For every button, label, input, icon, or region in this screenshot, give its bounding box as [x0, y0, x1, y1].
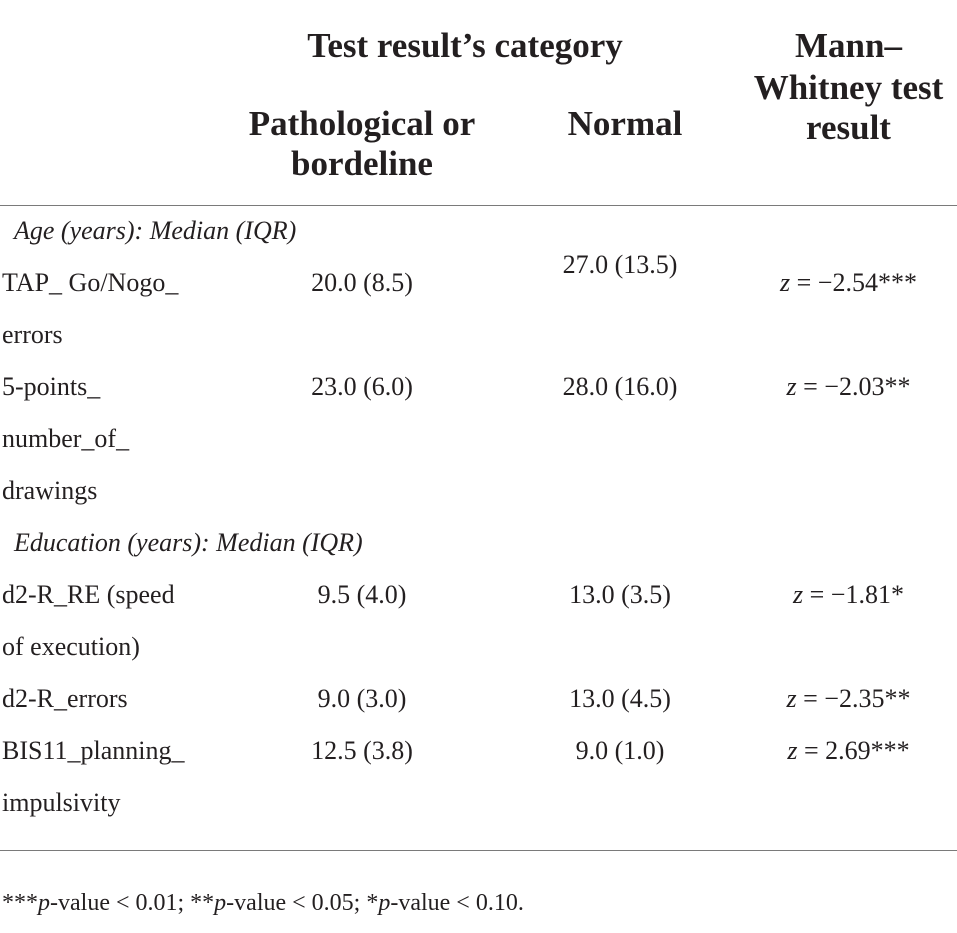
cell-mann-whitney	[740, 736, 957, 766]
row-label-line: 5-points_	[2, 372, 101, 401]
cell-pathological: 20.0 (8.5)	[311, 268, 413, 297]
header-col-pathological-line1: Pathological or	[248, 104, 476, 143]
row-label-line: of execution)	[2, 632, 140, 661]
cell-mann-whitney	[740, 372, 957, 402]
row-label-line: drawings	[2, 476, 98, 505]
row-label-line: BIS11_planning_	[2, 736, 185, 765]
z-symbol: z	[780, 268, 791, 297]
z-value: = −2.03**	[796, 372, 911, 401]
cell-mann-whitney	[740, 580, 957, 610]
footnote	[2, 888, 524, 918]
z-symbol: z	[793, 580, 804, 609]
cell-pathological: 23.0 (6.0)	[311, 372, 413, 401]
z-symbol: z	[787, 736, 798, 765]
row-label-line: impulsivity	[2, 788, 121, 817]
footnote-part: ***	[2, 890, 38, 916]
cell-normal: 27.0 (13.5)	[562, 250, 678, 279]
cell-normal: 13.0 (4.5)	[569, 684, 671, 713]
cell-pathological: 12.5 (3.8)	[311, 736, 413, 765]
row-label-line: errors	[2, 320, 63, 349]
footnote-p-symbol: p	[214, 890, 227, 916]
footnote-part: -value < 0.01; **	[50, 890, 215, 916]
header-col-mw-line1: Mann–	[795, 26, 902, 65]
z-symbol: z	[786, 684, 797, 713]
cell-pathological: 9.0 (3.0)	[317, 684, 407, 713]
cell-mann-whitney	[740, 268, 957, 298]
cell-pathological: 9.5 (4.0)	[317, 580, 407, 609]
row-label-line: d2-R_errors	[2, 684, 128, 713]
z-value: = 2.69***	[797, 736, 910, 765]
cell-normal: 28.0 (16.0)	[562, 372, 678, 401]
table-bottom-rule	[0, 850, 957, 851]
section-title-age: Age (years): Median (IQR)	[14, 216, 297, 245]
row-label-line: TAP_ Go/Nogo_	[2, 268, 179, 297]
header-group-label: Test result’s category	[307, 26, 623, 65]
header-col-pathological-line2: bordeline	[291, 144, 433, 183]
section-title-education: Education (years): Median (IQR)	[14, 528, 363, 557]
row-label-line: d2-R_RE (speed	[2, 580, 175, 609]
cell-mann-whitney	[740, 684, 957, 714]
z-value: = −1.81*	[803, 580, 904, 609]
header-rule	[0, 205, 957, 206]
cell-normal: 13.0 (3.5)	[569, 580, 671, 609]
footnote-part: -value < 0.10.	[390, 890, 524, 916]
footnote-p-symbol: p	[38, 890, 50, 916]
row-label-line: number_of_	[2, 424, 130, 453]
header-col-mw-line2: Whitney test	[753, 68, 944, 107]
cell-normal: 9.0 (1.0)	[575, 736, 665, 765]
footnote-part: -value < 0.05; *	[226, 890, 379, 916]
z-symbol: z	[786, 372, 797, 401]
footnote-p-symbol: p	[378, 890, 391, 916]
header-col-normal: Normal	[567, 104, 683, 143]
z-value: = −2.35**	[796, 684, 911, 713]
z-value: = −2.54***	[790, 268, 917, 297]
header-col-mw-line3: result	[806, 108, 891, 147]
